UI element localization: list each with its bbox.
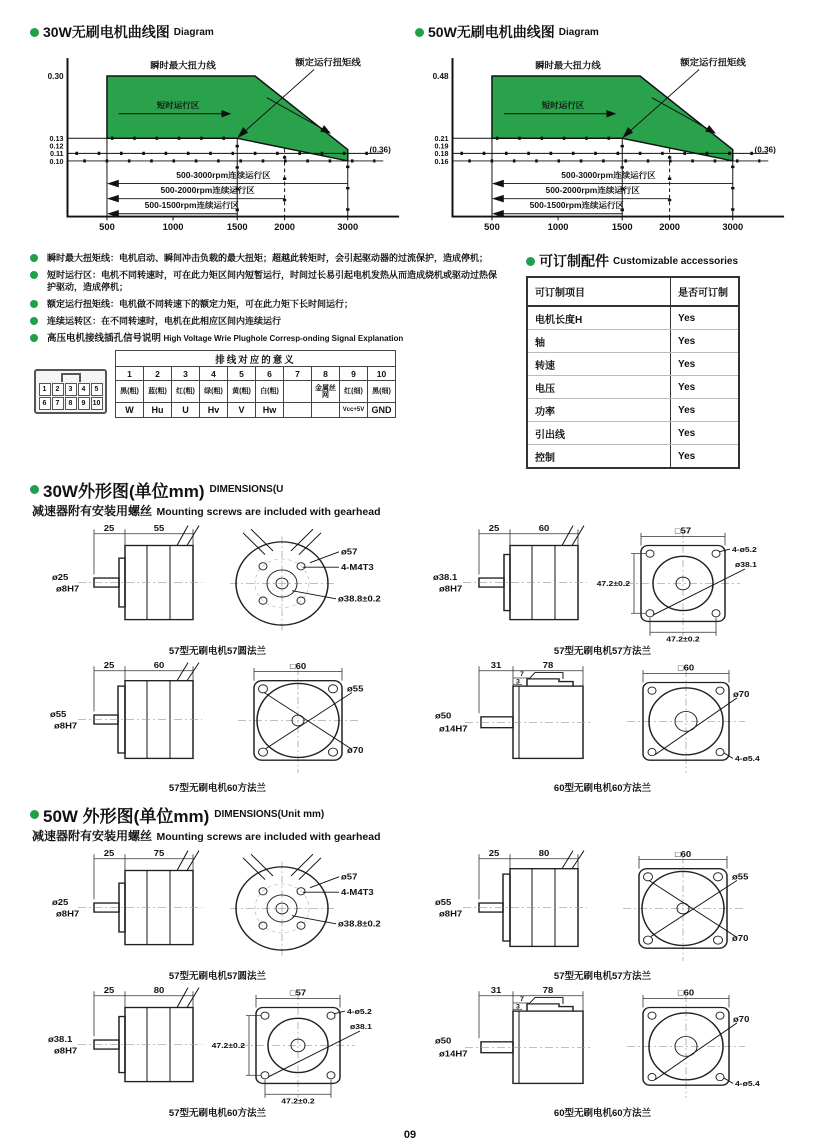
note-item bbox=[30, 253, 500, 265]
bullet-icon bbox=[30, 485, 39, 494]
bullet-icon bbox=[30, 271, 38, 279]
axis-label: 0.48 bbox=[432, 72, 449, 81]
bullet-icon bbox=[30, 317, 38, 325]
note-item-signal bbox=[30, 333, 500, 346]
figure-caption: 60型无刷电机60方法兰 bbox=[553, 783, 652, 794]
zone-label: 500-3000rpm连续运行区 bbox=[176, 170, 271, 180]
table-row: 转速 Yes bbox=[527, 353, 739, 376]
dimension-drawing bbox=[415, 847, 790, 969]
short-zone-label: 短时运行区 bbox=[541, 100, 585, 111]
figure-caption: 57型无刷电机57方法兰 bbox=[553, 646, 652, 657]
front-label: ø57 bbox=[341, 546, 358, 557]
zone-label: 500-2000rpm连续运行区 bbox=[545, 185, 640, 195]
axis-label: 3000 bbox=[337, 221, 359, 232]
flange-label: □57 bbox=[674, 526, 692, 536]
shaft-label: ø50 bbox=[435, 711, 452, 721]
dim-label: 60 bbox=[153, 660, 165, 670]
axis-label: 1000 bbox=[547, 221, 569, 232]
shaft-label: ø38.1 bbox=[48, 1034, 73, 1044]
dim-label: 7 bbox=[520, 996, 524, 1004]
dim-label: 25 bbox=[488, 848, 500, 858]
short-zone-label: 短时运行区 bbox=[156, 100, 200, 111]
connector-pins bbox=[38, 382, 103, 410]
front-label: ø38.1 bbox=[735, 560, 757, 570]
page-number: 09 bbox=[403, 1129, 417, 1141]
axis-label: 0.16 bbox=[434, 158, 449, 166]
zone-label: 500-1500rpm连续运行区 bbox=[529, 200, 624, 211]
note-text: 额定运行扭矩线：电机做不同转速下的额定力矩，可在此力矩下长时间运行； bbox=[47, 298, 354, 309]
shaft-label: ø14H7 bbox=[439, 1048, 468, 1059]
front-label: ø70 bbox=[347, 745, 364, 755]
dim-label: 80 bbox=[538, 848, 550, 858]
connector-tab bbox=[61, 373, 81, 382]
table-row: 黑(粗) 蓝(粗) 红(粗) 绿(粗) 黄(粗) 白(粗) 金属丝网 红(细) 黑(细) bbox=[116, 381, 396, 403]
dim-label: 3 bbox=[516, 678, 520, 686]
wire-signal-table bbox=[115, 350, 396, 418]
dimension-drawing bbox=[30, 984, 405, 1106]
front-label: ø55 bbox=[347, 683, 364, 694]
pin-number: 1 bbox=[39, 383, 51, 396]
dim-label: 60 bbox=[538, 523, 550, 533]
dim-label: 25 bbox=[488, 523, 500, 533]
section-50w-dimensions bbox=[30, 802, 790, 1119]
axis-label: 0.10 bbox=[49, 158, 64, 166]
table-row: 功率 Yes bbox=[527, 399, 739, 422]
axis-label: 0.21 bbox=[434, 136, 449, 144]
table-row: 引出线 Yes bbox=[527, 422, 739, 445]
shaft-label: ø50 bbox=[435, 1036, 452, 1046]
figure-60-motor bbox=[415, 659, 790, 794]
figure-square60-flange bbox=[415, 847, 790, 982]
dim-label: 31 bbox=[490, 985, 502, 995]
chart-title-cn: 50W无刷电机曲线图 bbox=[428, 24, 555, 40]
table-row bbox=[116, 351, 396, 367]
section-title-cn: 50W 外形图(单位mm) bbox=[43, 807, 210, 826]
section-subtitle: 减速器附有安装用螺丝 Mounting screws are included with gearhead bbox=[32, 829, 381, 843]
accessories-panel bbox=[526, 251, 746, 469]
accessories-title bbox=[526, 251, 746, 271]
zone-label: 500-2000rpm连续运行区 bbox=[160, 185, 255, 195]
dim-label: 47.2±0.2 bbox=[211, 1041, 245, 1051]
bullet-icon bbox=[30, 334, 38, 342]
shaft-label: ø8H7 bbox=[54, 720, 78, 731]
charts-row bbox=[30, 22, 790, 243]
rated-line-label: 额定运行扭矩线 bbox=[295, 57, 361, 68]
chart-30w-title bbox=[30, 22, 405, 42]
axis-label: 3000 bbox=[722, 221, 744, 232]
dimension-drawing bbox=[415, 659, 790, 781]
axis-label: 0.19 bbox=[434, 143, 449, 151]
wire-table-row bbox=[34, 350, 500, 418]
pin-number: 4 bbox=[78, 383, 90, 396]
pin-number: 9 bbox=[78, 397, 90, 410]
signal-title-en: High Voltage Wrie Plughole Corresp-onding Signal Explanation bbox=[163, 333, 404, 343]
axis-label: 0.18 bbox=[434, 151, 449, 159]
dim-label: 25 bbox=[103, 848, 115, 858]
dim-label: 31 bbox=[490, 660, 502, 670]
axis-label: 0.30 bbox=[47, 72, 64, 81]
shaft-label: ø8H7 bbox=[54, 1045, 78, 1056]
table-row: 电机长度H Yes bbox=[527, 306, 739, 330]
dim-label: 78 bbox=[542, 985, 554, 995]
notes-list bbox=[30, 253, 500, 345]
shaft-label: ø8H7 bbox=[439, 908, 463, 919]
bullet-icon bbox=[415, 28, 424, 37]
front-label: ø70 bbox=[733, 1014, 750, 1024]
figure-60-motor bbox=[415, 984, 790, 1119]
note-text: 短时运行区：电机不同转速时，可在此力矩区间内短暂运行，时间过长易引起电机发热从而造成烧机或驱动过热保护驱动，造成停机； bbox=[47, 269, 498, 292]
front-label: ø57 bbox=[341, 871, 358, 882]
dimension-drawing bbox=[30, 659, 405, 781]
front-label: ø70 bbox=[733, 689, 750, 699]
signal-title-cn: 高压电机接线插孔信号说明 bbox=[47, 332, 162, 344]
pin-number: 10 bbox=[91, 397, 103, 410]
front-label: 4-ø5.2 bbox=[732, 545, 757, 554]
axis-label: 500 bbox=[484, 221, 500, 232]
accessories-title-en: Customizable accessories bbox=[613, 255, 739, 267]
table-row: W Hu U Hv V Hw Vcc+5V GND bbox=[116, 403, 396, 418]
bullet-icon bbox=[30, 28, 39, 37]
note-item bbox=[30, 316, 500, 328]
front-label: 4-ø5.2 bbox=[347, 1007, 372, 1016]
pin-number: 3 bbox=[65, 383, 77, 396]
figure-caption: 57型无刷电机57圆法兰 bbox=[168, 971, 267, 982]
dimension-drawing bbox=[30, 847, 405, 969]
section-title-cn: 30W外形图(单位mm) bbox=[43, 482, 205, 501]
table-row: 电压 Yes bbox=[527, 376, 739, 399]
dim-label: 3 bbox=[516, 1003, 520, 1011]
front-label: ø38.8±0.2 bbox=[338, 918, 381, 929]
figure-caption: 57型无刷电机60方法兰 bbox=[168, 783, 267, 794]
note-item bbox=[30, 270, 500, 294]
chart-title-en: Diagram bbox=[173, 26, 214, 38]
table-row: 1 2 3 4 5 6 7 8 9 10 bbox=[116, 367, 396, 381]
pin-number: 8 bbox=[65, 397, 77, 410]
section-subtitle: 减速器附有安装用螺丝 Mounting screws are included with gearhead bbox=[32, 504, 381, 518]
dimension-drawing bbox=[30, 522, 405, 644]
bullet-icon bbox=[30, 254, 38, 262]
chart-title-en: Diagram bbox=[558, 26, 599, 38]
shaft-label: ø14H7 bbox=[439, 723, 468, 734]
note-item bbox=[30, 299, 500, 311]
dim-label: 25 bbox=[103, 985, 115, 995]
signal-note bbox=[47, 333, 403, 346]
front-label: ø70 bbox=[732, 933, 749, 943]
torque-curve-chart-50w bbox=[415, 43, 790, 243]
dim-label: 25 bbox=[103, 523, 115, 533]
axis-label: 2000 bbox=[274, 221, 296, 232]
axis-label: 500 bbox=[99, 221, 115, 232]
shaft-label: ø55 bbox=[435, 897, 452, 907]
figure-square60-flange bbox=[30, 659, 405, 794]
notes-column bbox=[30, 251, 500, 469]
shaft-label: ø25 bbox=[52, 572, 69, 582]
pin-number: 5 bbox=[91, 383, 103, 396]
shaft-label: ø25 bbox=[52, 897, 69, 907]
mid-row bbox=[30, 251, 790, 469]
peak-line-label: 瞬时最大扭力线 bbox=[150, 60, 216, 71]
zone-label: 500-1500rpm连续运行区 bbox=[144, 200, 239, 211]
note-text: 瞬时最大扭矩线：电机启动、瞬间冲击负载的最大扭矩；超越此转矩时，会引起驱动器的过流保护，造成停机； bbox=[47, 253, 489, 263]
front-label: 4-ø5.4 bbox=[735, 1079, 760, 1089]
section-title-en: DIMENSIONS(U bbox=[209, 484, 284, 495]
peak-line-label: 瞬时最大扭力线 bbox=[535, 60, 601, 71]
front-label: ø55 bbox=[732, 871, 749, 882]
section-title-en: DIMENSIONS(Unit mm) bbox=[214, 809, 325, 820]
section-title bbox=[30, 802, 790, 827]
figure-caption: 57型无刷电机57圆法兰 bbox=[168, 646, 267, 657]
shaft-label: ø8H7 bbox=[56, 908, 80, 919]
dim-label: 7 bbox=[520, 671, 524, 679]
shaft-label: ø55 bbox=[50, 709, 67, 719]
note-text: 连续运转区：在不同转速时，电机在此相应区间内连续运行 bbox=[47, 315, 282, 326]
dimension-drawing bbox=[415, 984, 790, 1106]
figure-round-flange bbox=[30, 847, 405, 982]
connector-icon bbox=[34, 369, 107, 414]
accessories-title-cn: 可订制配件 bbox=[539, 253, 609, 269]
flange-label: □60 bbox=[677, 663, 695, 673]
axis-label: 1500 bbox=[611, 221, 633, 232]
end-value-label: (0.36) bbox=[754, 145, 776, 155]
figures-grid-30w bbox=[30, 522, 790, 794]
front-label: 4-M4T3 bbox=[341, 887, 374, 897]
section-title bbox=[30, 477, 790, 502]
accessories-table bbox=[526, 276, 740, 469]
axis-label: 0.11 bbox=[49, 151, 64, 159]
pin-number: 7 bbox=[52, 397, 64, 410]
bullet-icon bbox=[526, 257, 535, 266]
figure-caption: 57型无刷电机57方法兰 bbox=[553, 971, 652, 982]
axis-label: 0.13 bbox=[49, 136, 64, 144]
figure-square57-flange bbox=[30, 984, 405, 1119]
axis-label: 1000 bbox=[162, 221, 184, 232]
shaft-label: ø8H7 bbox=[439, 583, 463, 594]
dim-label: 47.2±0.2 bbox=[596, 579, 630, 589]
chart-50w-title bbox=[415, 22, 790, 42]
pin-number: 6 bbox=[39, 397, 51, 410]
dim-label: 47.2±0.2 bbox=[281, 1096, 315, 1106]
front-label: ø38.8±0.2 bbox=[338, 593, 381, 604]
axis-label: 0.12 bbox=[49, 143, 64, 151]
table-header-row: 可订制项目 是否可订制 bbox=[527, 277, 739, 306]
dim-label: 25 bbox=[103, 660, 115, 670]
rated-line-label: 额定运行扭矩线 bbox=[680, 57, 746, 68]
table-row: 轴 Yes bbox=[527, 330, 739, 353]
flange-label: □60 bbox=[677, 988, 695, 998]
front-label: 4-ø5.4 bbox=[735, 754, 760, 764]
figure-caption: 57型无刷电机60方法兰 bbox=[168, 1108, 267, 1119]
table-row: 控制 Yes bbox=[527, 445, 739, 469]
end-value-label: (0.36) bbox=[369, 145, 391, 155]
figures-grid-50w bbox=[30, 847, 790, 1119]
dim-label: 80 bbox=[153, 985, 165, 995]
bullet-icon bbox=[30, 300, 38, 308]
figure-caption: 60型无刷电机60方法兰 bbox=[553, 1108, 652, 1119]
flange-label: □57 bbox=[289, 988, 307, 998]
flange-label: □60 bbox=[289, 661, 307, 671]
axis-label: 2000 bbox=[659, 221, 681, 232]
axis-label: 1500 bbox=[226, 221, 248, 232]
dimension-drawing bbox=[415, 522, 790, 644]
dim-label: 75 bbox=[153, 848, 165, 858]
shaft-label: ø38.1 bbox=[433, 572, 458, 582]
dim-label: 78 bbox=[542, 660, 554, 670]
chart-50w bbox=[415, 22, 790, 243]
figure-round-flange bbox=[30, 522, 405, 657]
bullet-icon bbox=[30, 810, 39, 819]
dim-label: 55 bbox=[153, 523, 165, 533]
figure-square57-flange bbox=[415, 522, 790, 657]
pin-number: 2 bbox=[52, 383, 64, 396]
section-30w-dimensions bbox=[30, 477, 790, 794]
flange-label: □60 bbox=[674, 849, 692, 859]
torque-curve-chart-30w bbox=[30, 43, 405, 243]
wire-table-title: 排线对应的意义 bbox=[116, 351, 396, 367]
shaft-label: ø8H7 bbox=[56, 583, 80, 594]
chart-title-cn: 30W无刷电机曲线图 bbox=[43, 24, 170, 40]
front-label: ø38.1 bbox=[350, 1022, 372, 1032]
chart-30w bbox=[30, 22, 405, 243]
zone-label: 500-3000rpm连续运行区 bbox=[561, 170, 656, 180]
dim-label: 47.2±0.2 bbox=[666, 634, 700, 644]
front-label: 4-M4T3 bbox=[341, 562, 374, 572]
